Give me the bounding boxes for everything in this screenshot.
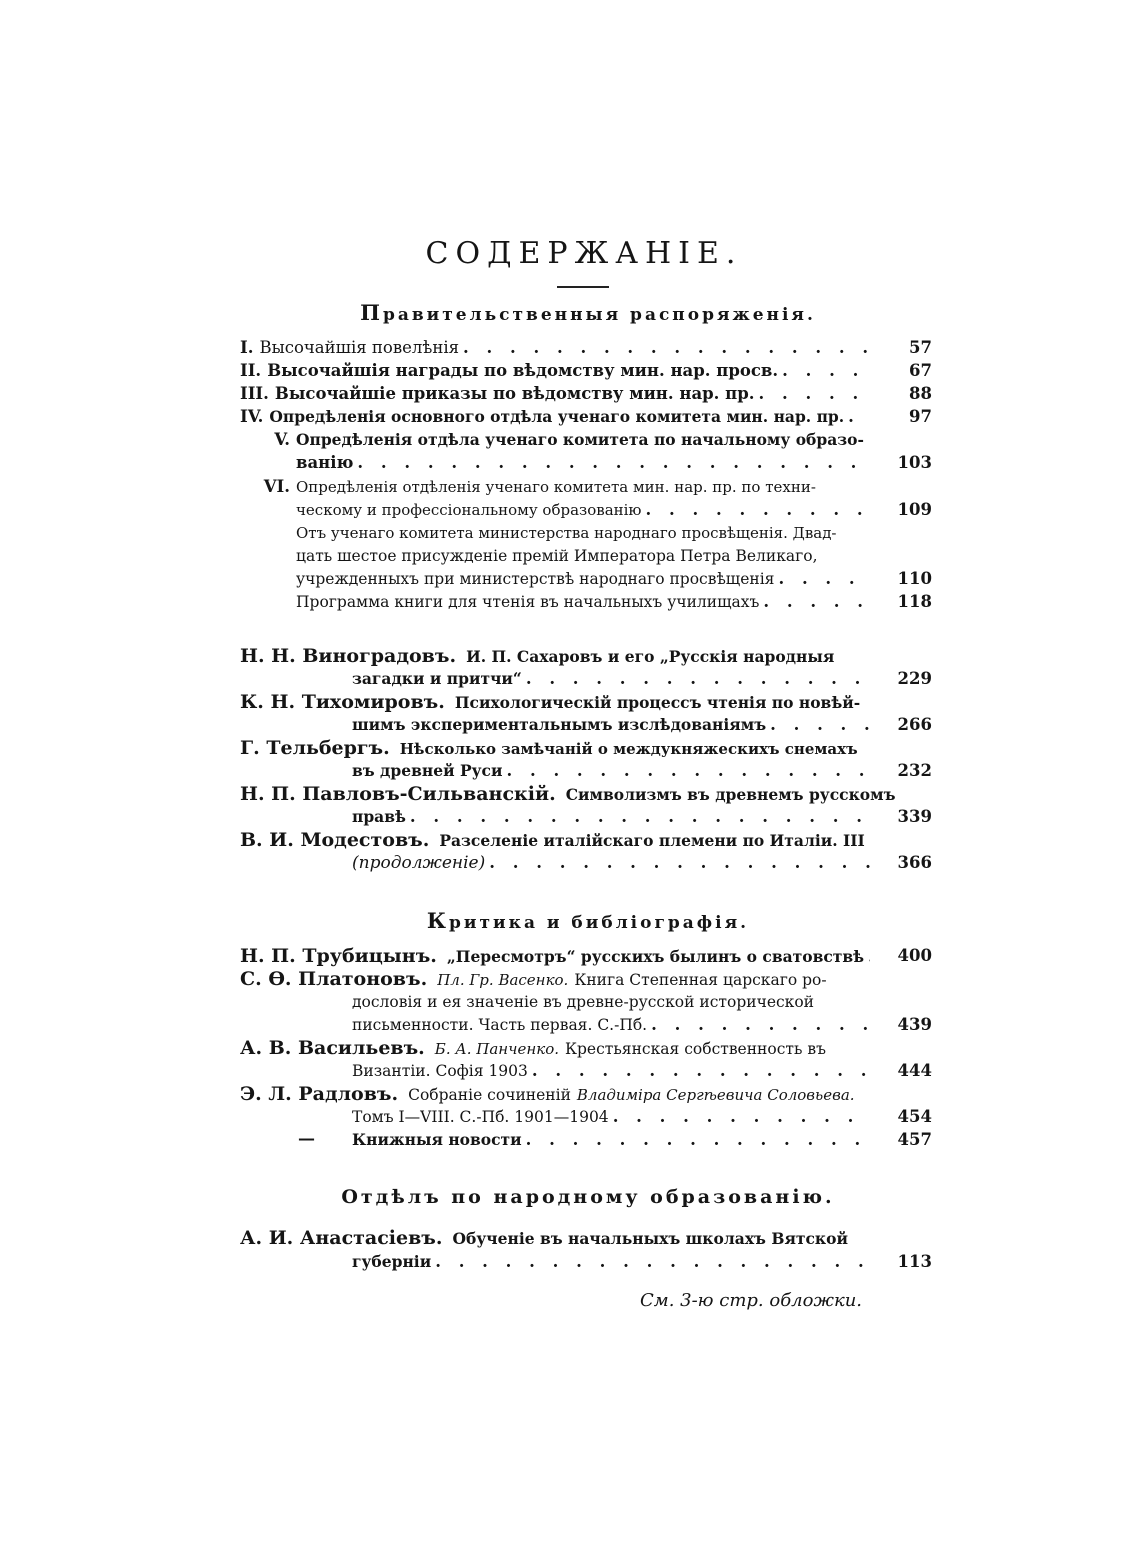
page-title: СОДЕРЖАНIЕ.	[425, 236, 743, 271]
toc-entry: III. Высочайшiе приказы по вѣдомству мин. нар. пр. . . .	[240, 383, 870, 405]
page-number: 57	[909, 338, 932, 357]
page-number: 118	[897, 592, 932, 611]
toc-entry-cont: учрежденныхъ при министерствѣ народнаго просвѣщенiя . . .	[296, 568, 870, 590]
section-heading-critique: Критика и библiографiя.	[426, 908, 750, 933]
toc-entry: VI. Опредѣленiя отдѣленiя ученаго комитета мин. нар. пр. по техни-	[263, 477, 816, 496]
review-entry: Э. Л. Радловъ. Собранiе сочиненiй Владимiра Сергѣевича Соловьева.	[240, 1083, 855, 1105]
dash-mark: —	[298, 1129, 315, 1149]
toc-entry: IV. Опредѣленiя основного отдѣла ученаго комитета мин. нар. пр. . . .	[240, 406, 870, 428]
toc-entry: Отъ ученаго комитета министерства народнаго просвѣщенiя. Двад-	[296, 524, 837, 542]
review-entry-cont: Византiи. Софiя 1903 . . .	[352, 1060, 870, 1082]
page-number: 457	[897, 1130, 932, 1149]
page-number: 109	[897, 500, 932, 519]
education-entry-cont: губернiи . . .	[352, 1251, 870, 1273]
article-entry: Г. Тельбергъ. Нѣсколько замѣчанiй о междукняжескихъ снемахъ	[240, 737, 858, 759]
review-entry: Н. П. Трубицынъ. „Пересмотръ“ русскихъ былинъ о сватовствѣ . . .	[240, 945, 870, 967]
page-number: 366	[897, 853, 932, 872]
footer-note: См. 3-ю стр. обложки.	[640, 1290, 863, 1311]
review-entry: А. В. Васильевъ. Б. А. Панченко. Крестьянская собственность въ	[240, 1037, 826, 1059]
review-entry: С. Ѳ. Платоновъ. Пл. Гр. Васенко. Книга Степенная царскаго ро-	[240, 968, 827, 990]
toc-entry: V. Опредѣленiя отдѣла ученаго комитета по начальному образо-	[274, 430, 864, 449]
article-entry-cont: шимъ экспериментальнымъ изслѣдованiямъ . . .	[352, 714, 870, 736]
toc-entry-cont: ванiю . . .	[296, 452, 870, 474]
title-rule	[557, 286, 609, 288]
review-entry-cont: Томъ I—VIII. С.-Пб. 1901—1904 . . .	[352, 1106, 870, 1128]
section-heading-education: Отдѣлъ по народному образованiю.	[341, 1186, 835, 1208]
article-entry-cont: загадки и притчи“ . . .	[352, 668, 870, 690]
education-entry: А. И. Анастасiевъ. Обученiе въ начальныхъ школахъ Вятской	[240, 1227, 848, 1249]
page-number: 444	[897, 1061, 932, 1080]
page-number: 110	[897, 569, 932, 588]
page-number: 113	[897, 1252, 932, 1271]
toc-entry-cont: ческому и профессiональному образованiю . . .	[296, 499, 870, 521]
article-entry: Н. Н. Виноградовъ. И. П. Сахаровъ и его „Русскiя народныя	[240, 645, 835, 667]
page-number: 400	[897, 946, 932, 965]
page-number: 232	[897, 761, 932, 780]
page-number: 339	[897, 807, 932, 826]
page-number: 454	[897, 1107, 932, 1126]
toc-entry: I. Высочайшiя повелѣнiя . . .	[240, 337, 870, 359]
page-number: 97	[909, 407, 932, 426]
review-entry: Книжныя новости . . .	[352, 1129, 870, 1151]
page-number: 229	[897, 669, 932, 688]
review-entry-cont: дословiя и ея значенiе въ древне-русской исторической	[352, 993, 815, 1011]
article-entry-cont: въ древней Руси . . .	[352, 760, 870, 782]
article-entry-cont: правѣ . . .	[352, 806, 870, 828]
section-heading-gov: Правительственныя распоряженiя.	[360, 300, 816, 325]
article-entry-cont: (продолженiе) . . .	[352, 852, 870, 874]
page-number: 103	[897, 453, 932, 472]
toc-entry-cont: цать шестое присужденiе премiй Императора Петра Великаго,	[296, 547, 818, 565]
page-number: 266	[897, 715, 932, 734]
page-number: 439	[897, 1015, 932, 1034]
toc-entry: Программа книги для чтенiя въ начальныхъ училищахъ . . .	[296, 591, 870, 613]
toc-entry: II. Высочайшiя награды по вѣдомству мин. нар. просв. . . .	[240, 360, 870, 382]
page-number: 88	[909, 384, 932, 403]
page-number: 67	[909, 361, 932, 380]
article-entry: Н. П. Павловъ-Сильванскiй. Символизмъ въ древнемъ русскомъ	[240, 783, 896, 805]
review-entry-cont: письменности. Часть первая. С.-Пб. . . .	[352, 1014, 870, 1036]
article-entry: В. И. Модестовъ. Разселенiе италiйскаго племени по Италiи. III	[240, 829, 865, 851]
article-entry: К. Н. Тихомировъ. Психологическiй процессъ чтенiя по новѣй-	[240, 691, 861, 713]
